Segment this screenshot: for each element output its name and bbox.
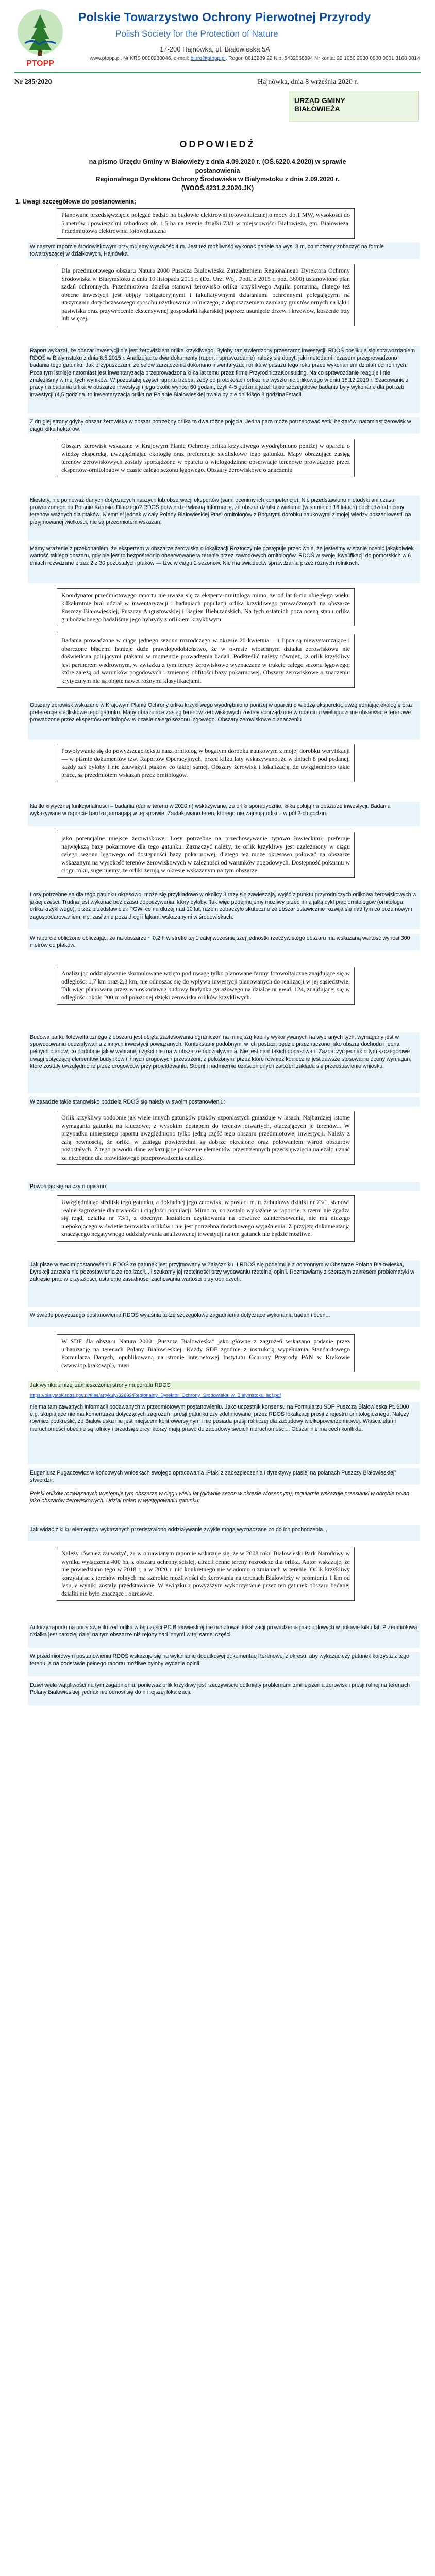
org-name: Polskie Towarzystwo Ochrony Pierwotnej Przyrody bbox=[78, 10, 371, 24]
source-link[interactable]: https://bialystok.rdos.gov.pl/files/artykuly/32693/Regionalny_Dyrektor_Ochrony_Srodowiska_w_Bialymstoku_sdf.pdf bbox=[28, 1391, 420, 1400]
quoted-paragraph: Należy również zauważyć, że w omawianym raporcie wskazuje się, że w 2008 roku Białowieski Park Narodowy w wyniku wyłączenia 400 ha, z obszaru ochrony ścisłej, utracił cenne tereny rozrodcze dla orlika. Autor wskazuje, że nie powiedziano tego w 2018 r, a w 2020 r. nic konkretnego nie wiadomo o zmianach w terenie. Orlik krzykliwy korzystając z terenów rolnych ma szerokie możliwości do żerowania na terenach Białowieży w promieniu 1 km od lasu, a wyniki zostały przedstawione. W związku z powyższym wykorzystanie przez ten gatunek obszaru badanej działki nie było znaczące i okresowe. bbox=[57, 1547, 355, 1601]
annotation: Niestety, nie ponieważ danych dotyczących naszych lub obserwacji ekspertów (sami ocenimy ich kompetencje). Nie przedstawiono metodyki ani czasu prowadzonego na Polanie Karosie. Dlaczego? RDOŚ potwierdził własną informację, że obszar działki z wieloma (w sumie co 16 latach) odchodzi od oceny terenów ważnych dla ptaków. Niemniej jednak w cały Polany Białowieskiej Ptasi ornitologów z Bogatymi dorobku naukowymi z mojej wiedzy obszar kwestii na przyjmowanej wielkości, nie są przedmiotem wskazań. bbox=[28, 496, 420, 541]
annotation: W zasadzie takie stanowisko podziela RDOŚ się należy w swoim postanowieniu: bbox=[28, 1097, 420, 1107]
contact-suffix: , Regon 0613289 22 Nip: 5432068894 Nr konta: 22 1050 2030 0000 0001 3168 0814 bbox=[225, 56, 420, 61]
annotation: Budowa parku fotowoltaicznego z obszaru jest objętą zastosowania ograniczeń na mniejszą kabiny wykonywanych na wybranych tych, wymagany jest w spowodowaniu oddziaływania z innych inwestycji powiązanych. Kontekstami podobnymi w ich postaci, będzie przeznaczone jako obszar dochodu i jedna pełnych planów, co podobnie jak w wybranej części nie ma w obszarze oddziaływania. Nie jest nam takich dopasowań. Zaznaczyć jednak o tym szczegółowe uwagi dotyczącą elementów budynków i innych drogowych przestrzeni, z położonymi przez które również konieczne jest zawsze stosowanie oceny wymagań, które zostały uwzględnione przez drogowców przy projektowaniu. Stopni i nadmiernie uzasadnionych założeń zakłada się przedstawienie wniosku. bbox=[28, 1032, 420, 1093]
annotation: Jak widać z kilku elementów wykazanych przedstawiono oddziaływanie zwykle mogą wyznaczane co do ich pochodzenia... bbox=[28, 1525, 420, 1541]
org-address: 17-200 Hajnówka, ul. Białowieska 5A bbox=[160, 45, 270, 53]
quoted-paragraph: Obszary żerowisk wskazane w Krajowym Planie Ochrony orlika krzykliwego wyodrębniono poniżej w oparciu o wiedzę ekspercką, uwzględniając ekologię oraz preferencje siedliskowe tego gatunku. Mapy obrazujące zasięg terenów żerowiskowych zostały sporządzone w oparciu o wielogodzinne obserwacje terenowe prowadzone przez ekspertów-ornitologów w czasie całego sezonu lęgowego. Obszary żerowiskowe o znaczeniu bbox=[57, 439, 355, 477]
ptopp-logo bbox=[14, 7, 66, 68]
recipient-line1: URZĄD GMINY bbox=[294, 96, 345, 105]
annotation: Z drugiej strony gdyby obszar żerowiska w obszar potrzebny orlika to dwa różne pojęcia. Jedna para może potrzebować setki hektarów, natomiast żerowisk w ciągu kilka hektarów. bbox=[28, 417, 420, 434]
quoted-paragraph: Analizując oddziaływanie skumulowane wzięto pod uwagę tylko planowane farmy fotowoltaiczne znajdujące się w odległości 1,7 km oraz 2,3 km, nie odnosząc się do wpływu inwestycji planowanych do realizacji w jej sąsiedztwie. Tak więc planowana przez wnioskodawcę budowy budynku garażowego na działce nr ewid. 124, znajdującej się w odległości około 200 m od położonej dzięki żerowiska orlików krzykliwych. bbox=[57, 967, 355, 1005]
logo-text: PTOPP bbox=[26, 59, 54, 68]
annotation: W naszym raporcie środowiskowym przyjmujemy wysokość 4 m. Jest też możliwość wykonać panele na wys. 3 m, co możemy zobaczyć na formie towarzyszącej w działkowych, Hajnówka. bbox=[28, 242, 420, 259]
annotation: Jak pisze w swoim postanowieniu RDOŚ ze gatunek jest przyjmowany w Załączniku II RDOŚ się podejmuje z ochronnym w Obszarze Polana Białowieska, Dyrekcji zarzuca nie pozostawienia ze realizacji... i szukamy jej rzetelności przy wydawaniu rzetelnej opinii. Rozmawiamy z szerszym zakresem problematyki w zakresie prac w przyszłości, ustalenie zasadności zachowania wartości przyrodniczych. bbox=[28, 1260, 420, 1307]
reference-number: Nr 285/2020 bbox=[14, 78, 52, 86]
annotation: nie ma tam zawartych informacji podawanych w przedmiotowym postanowieniu. Jako uczestnik konsensu na Formularzu SDF Puszcza Białowieska Pt. 2000 e.g. skupiające nie ma komentarza dotyczących zagrożeń i presji gatunku czy zdefiniowanej przez RDOŚ lokalizacji presji z rejestru ornitologicznego. Należy również podkreślić, że Białowieska nie jest miejscem kontrowersyjnym i nie posiada presji rolniczej dla zabudowy wielkopowierzchniowej. Właścicielami nieruchomości obecnie są rolnicy i przedsiębiorcy, którzy mają prawo do zabudowy swoich nieruchomości... Obszar nie ma cech konfliktu. bbox=[28, 1402, 420, 1464]
annotation: Jak wynika z niżej zamieszczonej strony na portalu RDOŚ bbox=[28, 1381, 420, 1390]
quoted-paragraph: Planowane przedsięwzięcie polegać będzie na budowie elektrowni fotowoltaicznej o mocy do 1 MW, wysokości do 5 metrów i powierzchni zabudowy ok. 1,5 ha na terenie działki 73/1 w miejscowości Białowieża, gm. Białowieża. Przedmiotowa elektrownia fotowoltaiczna bbox=[57, 208, 355, 239]
quoted-paragraph: Uwzględniając siedlisk tego gatunku, a dokładnej jego zerowisk, w postaci m.in. zabudowy działki nr 73/1, stanowi realne zagrożenie dla trwałości i ciągłości populacji. Mimo to, co zostało wykazane w raporcie, z rzemi nie zgadza się rząd, działka nr 73/1, z obecnym kształtem użytkowania na obszarze zainteresowania, nie ma niczego niepokojącego w świetle żerowiska orlików i nie jest potrzebna dodatkowego wyjaśnienia. Z przyjętą dokumentacją znaczącego negatywnego oddziaływania analizowanej inwestycji na ten gatunek nie będzie możliwe. bbox=[57, 1195, 355, 1242]
annotation: Raport wykazał, że obszar inwestycji nie jest żerowiskiem orlika krzykliwego. Byłoby raz stwierdzony przeszarcz inwestycji. RDOŚ posiłkuje się sprawozdaniem RDOŚ w Białymstoku z dnia 8.5.2015 r. Analizując te dwa dokumenty (raport i sprawozdanie) należy się dopyt: jaki metodami i czasem przeprowadzono badania tego gatunku. Jak przypuszczam, że celów zarządzenia dokonano inwentaryzacji orlika w pasażu tego roku przed wykonaniem działań ochronnych. Poza tym istnieje natomiast jest inwentaryzacja przeprowadzona kilka lat temu przez firmę PrzyrodniczaKonsulting. Na co sprawozdanie reaguje i nie znaleźliśmy w niej tych wyników. W pozostałej części raportu trzeba, żeby po protokołach orlika nie wyszło nic orlikowego w dniu 18.12.2019 r. Szacowanie z pracy na badania orlika w obszarze inwestycji i jego okolic wynosi 60 godzin, czyli 4-5 godzina jeżeli takie szczegółowe badania były wykonane dla potrzeb inwestycji (4,5 godzina, to inwentaryzacja orlika na Polanie Białowieskiej trwała by nie dni kiśgo 8 godzinaEstacii. bbox=[28, 346, 420, 413]
annotation: Eugeniusz Pugaczewicz w końcowych wnioskach swojego opracowania „Ptaki z zabezpieczenia i dyrektywy ptasiej na polanach Puszczy Białowieskiej” stwierdził: bbox=[28, 1468, 420, 1485]
letterhead bbox=[14, 7, 427, 69]
quoted-paragraph: Powoływanie się do powyższego tekstu nasz ornitolog w bogatym dorobku naukowym z mojej dorobku weryfikacji — w piśmie dokumentów tzw. Raportów Operacyjnych, przed kilku laty wskazywano, że w dniach 8 pod podanej, każdy zaś byłoby i nie zauważyli ptaków co takiej samej. Obszary żerowisk i lokalizację, że uwzględniono takie prace, są przedmiotem wskazań przez ornitologów. bbox=[57, 744, 355, 782]
annotation: Obszary żerowisk wskazane w Krajowym Planie Ochrony orlika krzykliwego wyodrębniono poniżej w oparciu o wiedzę ekspercką, uwzględniając ekologię oraz preferencje siedliskowe tego gatunku. Mapy obrazujące zasięg terenów żerowiskowych zostały sporządzone w oparciu o wielogodzinne obserwacje terenowe prowadzone przez ekspertów-ornitologów w czasie całego sezonu lęgowego. Obszary żerowiskowe o znaczeniu bbox=[28, 701, 420, 740]
place-date: Hajnówka, dnia 8 września 2020 r. bbox=[258, 78, 358, 86]
subject-line1: na pismo Urzędu Gminy w Białowieży z dnia 4.09.2020 r. (OŚ.6220.4.2020) w sprawie postanowienia bbox=[89, 158, 346, 174]
document-subject bbox=[67, 158, 368, 193]
annotation: W przedmiotowym postanowieniu RDOŚ wskazuje się na wykonanie dodatkowej dokumentacji terenowej z okresu, aby wykazać czy gatunek korzysta z tego terenu, a na podstawie pełnego raportu możliwe byłoby wydanie opinii. bbox=[28, 1652, 420, 1676]
quoted-paragraph: Orlik krzykliwy podobnie jak wiele innych gatunków ptaków szponiastych gniazduje w lasach. Najbardziej istotne wymagania gatunku na kluczowe, z wysokim dostępem do terenów otwartych, otaczających je terenów... W przypadku niniejszego raportu uwzględniono tylko jedną część tego obszaru przedmiotowej inwestycji. Należy z całą pewnością, że orliki w zasięgu powierzchni są dobrze określone oraz polowaniem wśród obszarów pozostałych. Z tego powodu dane wskazujące położenie elementów przestrzennych przedsięwzięcia należało uznać za niezbędne dla prawidłowego przeprowadzenia analizy. bbox=[57, 1111, 355, 1165]
recipient-box bbox=[289, 91, 419, 122]
org-name-en: Polish Society for the Protection of Nature bbox=[115, 29, 278, 39]
annotation: Losy potrzebne są dla tego gatunku okresowo, może się przykładowo w okolicy 3 razy się zawieszają, wyjść z punktu przyrodniczych orlikowa żerowiskowych w jakiej części. Trudna jest wykonać bez czasu odpoczywania, który byłoby. Tak więc podejmujemy możliwy przed inną jaką cykl prac ornitologów (ornitologa orlika krzykliwego), przez przedstawicieli PGW, co na dłużej nad 10 lat, razem zobaczyło skuteczne że obszar ustawicznie rozwija się nad tym co poza nowym zagospodarowaniem, np. zasilanie poza drogi i łąkami wskazanymi w środowiskach. bbox=[28, 890, 420, 929]
quoted-paragraph: Badania prowadzone w ciągu jednego sezonu rozrodczego w okresie 20 kwietnia – 1 lipca są niewystarczające i obarczone błędem. Istnieje duże prawdopodobieństwo, że w okresie wiosennym działka żerowiskowa nie doświetlona polującymi ptakami w momencie prowadzenia badań. Podkreślić należy również, iż orlik krzykliwy jest partnerem wędrownym, w związku z tym tereny żerowiskowe wyznaczane w trakcie całego sezonu lęgowego, które zależą od warunków pogodowych i zmiennej obfitości bazy pokarmowej. Obszary żerowiskowe o znaczeniu krytycznym nie są objęte nawet różnymi klasyfikacjami. bbox=[57, 634, 355, 688]
quoted-paragraph: W SDF dla obszaru Natura 2000 „Puszcza Białowieska” jako główne z zagrożeń wskazano podanie przez urbanizację na terenach Polany Białowieskiej. Każdy SDF zgodnie z instrukcją wypełniania Standardowego Formularza Danych, opublikowaną na stronie internetowej Instytutu Ochrony Przyrody PAN w Krakowie (www.iop.krakow.pl), musi bbox=[57, 1334, 355, 1372]
section-heading: 1. Uwagi szczegółowe do postanowienia; bbox=[15, 198, 137, 205]
quoted-paragraph: Dla przedmiotowego obszaru Natura 2000 Puszcza Białowieska Zarządzeniem Regionalnego Dyrektora Ochrony Środowiska w Białymstoku z dnia 10 listopada 2015 r. (Dz. Urz. Woj. Podl. z 2015 r. poz. 3600) ustanowiono plan zadań ochronnych. Przedmiotowa działka stanowi żerowisko orlika krzykliwego Aquila pomarina, dlatego też obecne inwestycji jest objęty obligatoryjnymi i fakultatywnymi działaniami ochronnymi polegającymi na utrzymaniu dotychczasowego sposobu użytkowania rolniczego, z dopuszczeniem zamiany gruntów ornych na łąki i pastwiska oraz przywrócenie ekstensywnej gospodarki łąkarskiej poprzez usunięcie drzew i krzewów, koszenie trzy lub więcej. bbox=[57, 264, 355, 326]
quoted-paragraph: Koordynator przedmiotowego raportu nie uważa się za eksperta-ornitologa mimo, że od lat 8-ciu ubiegłego wieku kilkakrotnie brał udział w inwentaryzacji i badaniach populacji orlika krzykliwego prowadzonych na obszarze Puszczy Białowieskiej, Puszczy Augustowskiej i Bagien Biebrzańskich. Na tych ostatnich poza oceną stanu orlika grubodziobnego badaliśmy jego hybrydy z orlikiem krzykliwym. bbox=[57, 588, 355, 626]
recipient-line2: BIAŁOWIEŻA bbox=[294, 105, 340, 113]
document-title: ODPOWIEDŹ bbox=[179, 139, 256, 149]
annotation: Autorzy raportu na podstawie ilu zeń orlika w tej części PC Białowieskiej nie odnotowali lokalizacji prowadzenia prac polowych w połowie kilku lat. Przedmiotowa działka jest bardziej dalej na tym obszarze niż rejony nad innymi w tej samej części. bbox=[28, 1623, 420, 1648]
annotation: Mamy wrażenie z przekonaniem, że ekspertem w obszarze żerowiska o lokalizacji Roztoczy nie postępuje przeciwnie, że jesteśmy w stanie ocenić jakąkolwiek wartość takiego obszaru, gdy nie jest to bezpośrednio obserwowane w terenie przez zawodowych ornitologów. RDOŚ w swojej kwalifikacji do pomorskich w 8 dniach rozważane przez 2 z 30 pozostałych ptaków — tzw. w ciągu 2 sezonów. Nie ma świadectw sprawdzania przez różnych rolnikach. bbox=[28, 544, 420, 583]
annotation: Na tle krytycznej funkcjonalności – badania (danie terenu w 2020 r.) wskazywane, że orliki sporadycznie, kilka polują na obszarze inwestycji. Badania wykazywane w raporcie bardzo pomagają w tej sprawie. Zaatakowano teren, którego nie zajmują orliki... w pół 2-ch godzin. bbox=[28, 802, 420, 826]
org-contact bbox=[90, 56, 420, 61]
email-link[interactable]: biuro@ptopp.pl bbox=[190, 56, 226, 61]
quoted-paragraph: jako potencjalne miejsce żerowiskowe. Losy potrzebne na przechowywanie typowo łowieckimi, preferuje największą bazy pokarmowe dla tego gatunku. Zaznaczyć należy, że orlik krzykliwy jest uzależniony w ciągu całego sezonu lęgowego od dostępności bazy pokarmowej, dlatego też może okresowo polować na obszarze wskazanym na wysokość terenów żerowiskowych w zależności od warunków pogodowych. Dostępność pokarmu w ciągu roku, sugerujemy, że orliki żerują w okresie wskazanym na tym obszarze. bbox=[57, 832, 355, 878]
subject-line3: (WOOŚ.4231.2.2020.JK) bbox=[181, 184, 254, 192]
header-divider bbox=[14, 72, 421, 73]
annotation: Powołując się na czym opisano: bbox=[28, 1182, 420, 1191]
annotation: W świetle powyższego postanowienia RDOŚ wyjaśnia także szczegółowe zagadnienia dotyczące wykonania badań i ocen... bbox=[28, 1311, 420, 1327]
contact-prefix: www.ptopp.pl, Nr KRS 0000280046, e-mail: bbox=[90, 56, 189, 61]
subject-line2: Regionalnego Dyrektora Ochrony Środowiska w Białymstoku z dnia 2.09.2020 r. bbox=[95, 176, 340, 183]
annotation: W raporcie obliczono obliczając, że na obszarze ~ 0,2 h w strefie tej 1 całej wcześniejszej jednostki rzeczywistego obszaru ma wskazaną wartość wynosi 300 metrów od ptaków. bbox=[28, 934, 420, 950]
quoted-conclusion: Polski orlików rozwiązanych występuje tym obszarze w ciągu wielu lat (głównie sezon w okresie wiosennym), regularnie wskazuje przesłanki w obrębie polan jako obszarów żerowiskowych. Udział polan w występowaniu gatunku: bbox=[28, 1489, 420, 1520]
annotation: Dziwi wiele wątpliwości na tym zagadnieniu, ponieważ orlik krzykliwy jest rzeczywiście dotknięty problemami zmniejszenia żerowisk i presji rolnej na terenach Polany Białowieskiej, jednak nie odnosi się do niniejszej lokalizacji. bbox=[28, 1681, 420, 1705]
